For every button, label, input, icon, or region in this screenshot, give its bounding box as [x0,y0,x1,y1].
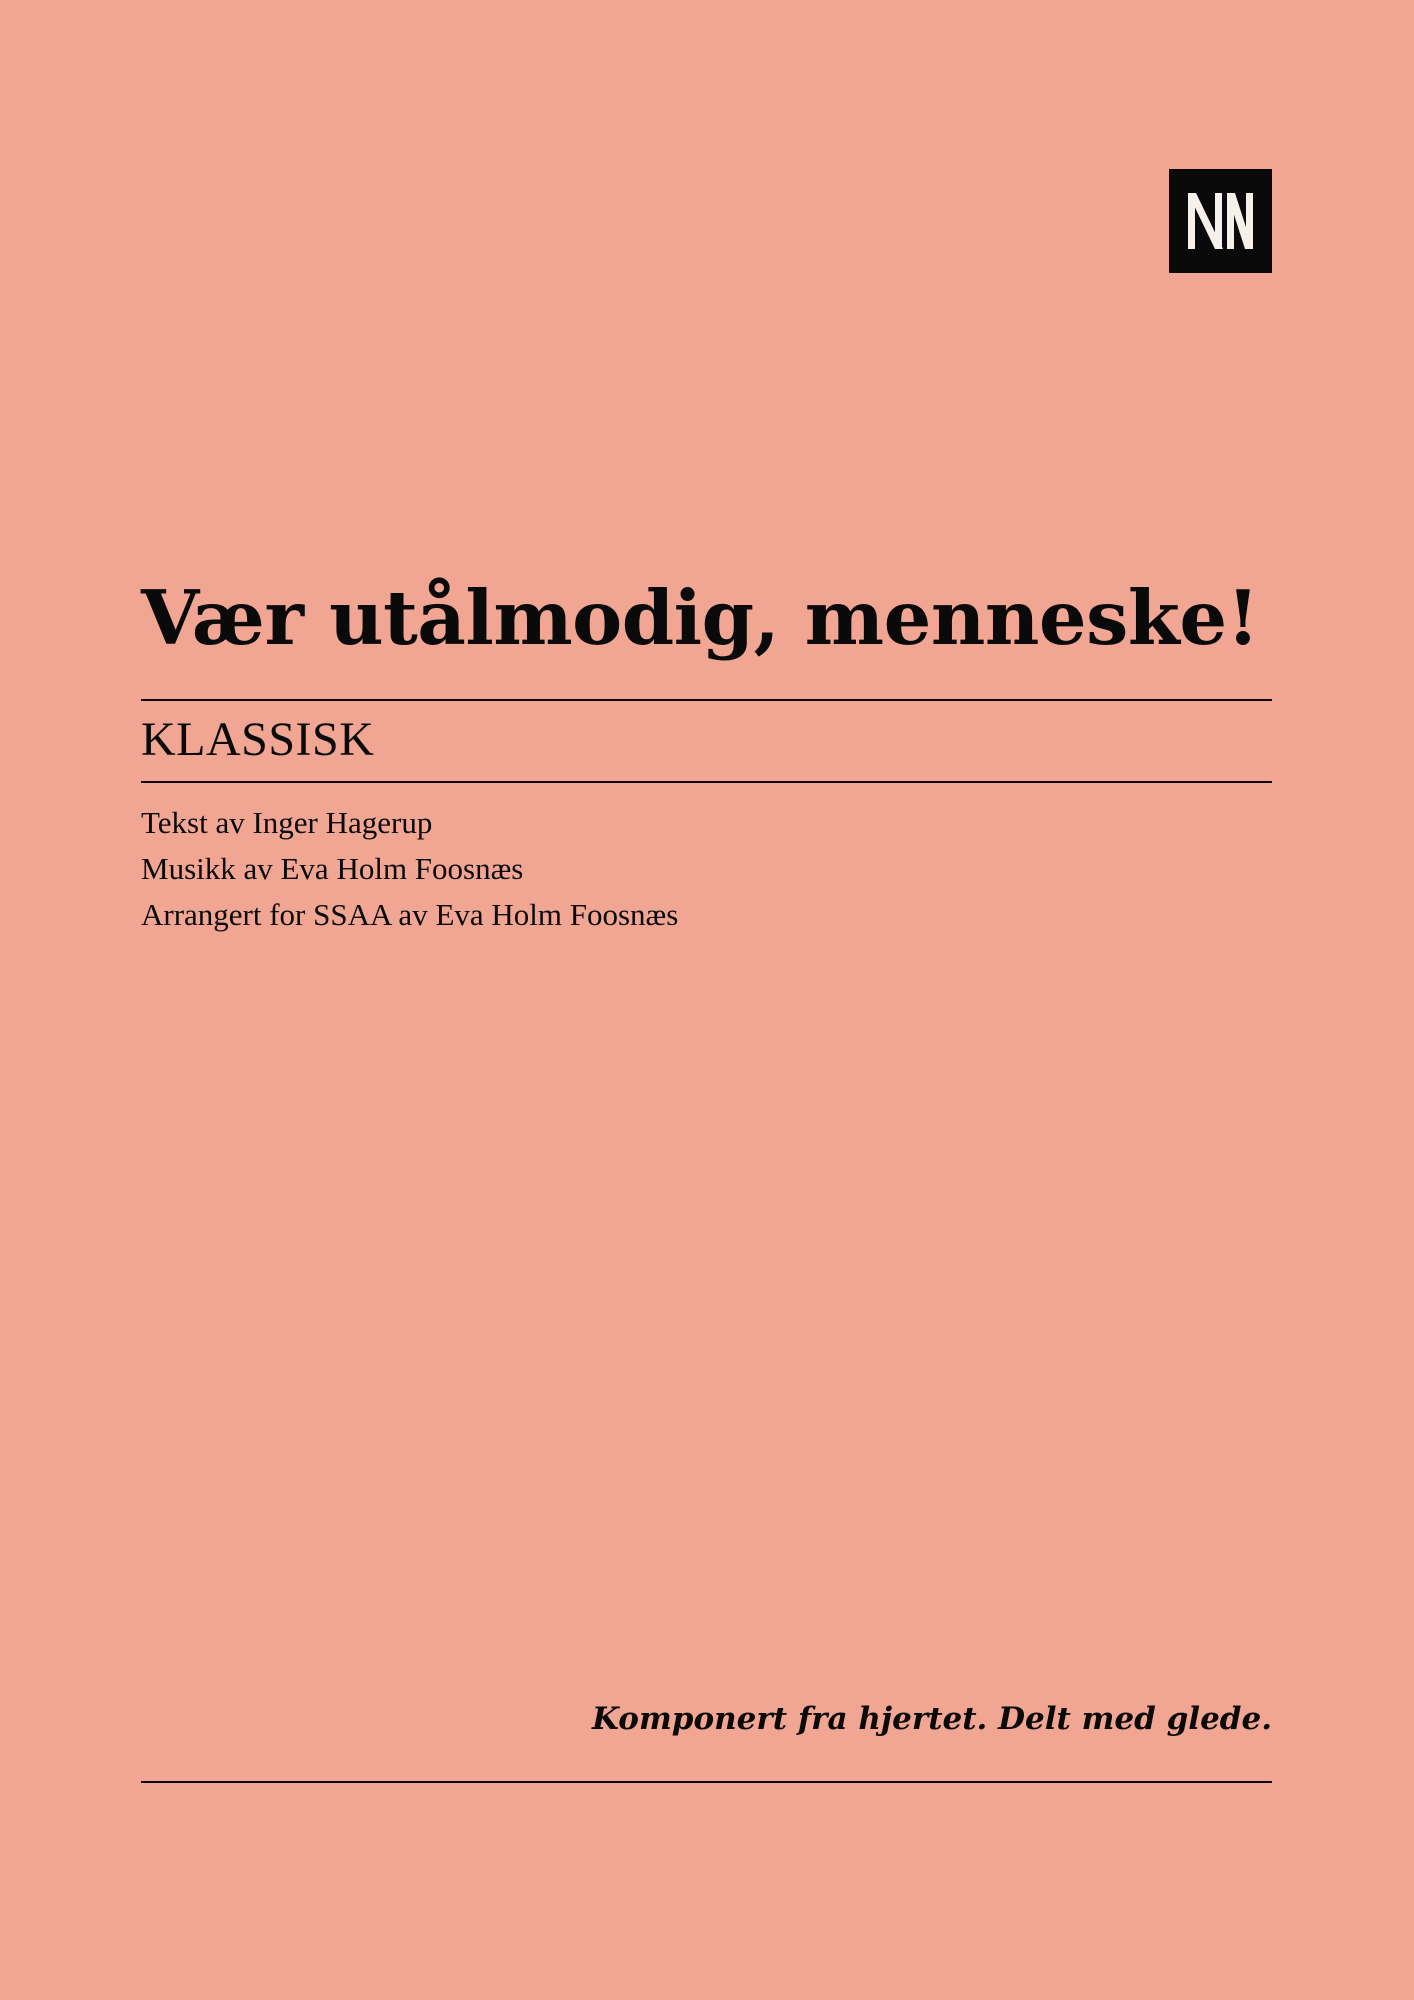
piece-title: Vær utålmodig, menneske! [141,574,1259,662]
divider-bottom [141,1781,1272,1783]
credits-block [141,800,1272,938]
divider-top [141,699,1272,701]
composer-credit: Musikk av Eva Holm Foosnæs [141,851,524,886]
genre-label: KLASSISK [141,713,375,766]
publisher-logo [1169,169,1272,273]
divider-middle [141,781,1272,783]
arranger-credit: Arrangert for SSAA av Eva Holm Foosnæs [141,897,679,932]
lyricist-credit: Tekst av Inger Hagerup [141,805,433,840]
tagline: Komponert fra hjertet. Delt med glede. [592,1701,1272,1737]
nn-monogram-icon [1169,169,1272,273]
